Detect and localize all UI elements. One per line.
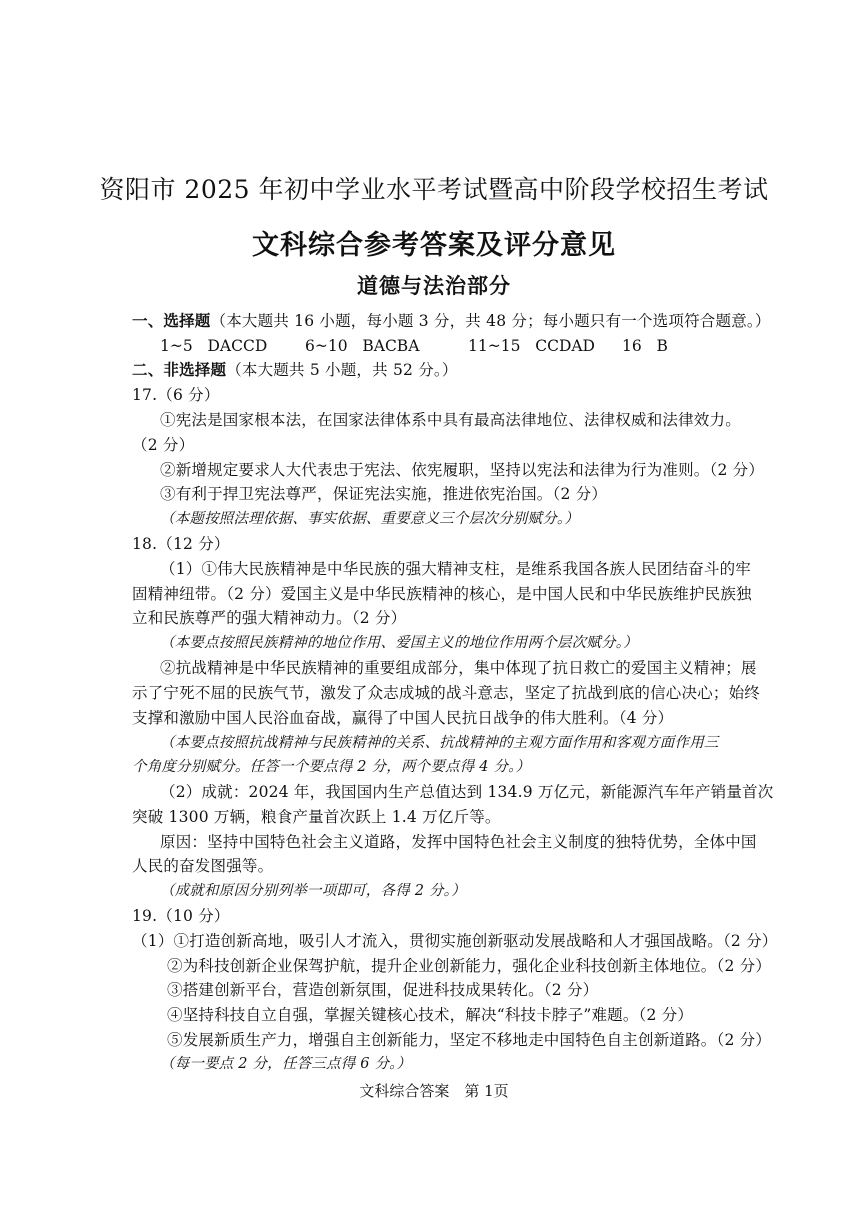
answer-line: 立和民族尊严的强大精神动力。（2 分） [132,609,407,627]
answer-line: ②为科技创新企业保驾护航，提升企业创新能力，强化企业科技创新主体地位。（2 分） [167,957,772,975]
mc-answer-group-2 [305,334,419,358]
answer-line: ③搭建创新平台，营造创新氛围，促进科技成果转化。（2 分） [167,981,599,999]
answer-line: ⑤发展新质生产力，增强自主创新能力，坚定不移地走中国特色自主创新道路。（2 分） [167,1031,772,1049]
mc-range: 16 [622,337,642,355]
section2-description: （本大题共 5 小题，共 52 分。） [226,361,458,379]
section-part-title: 道德与法治部分 [357,274,511,298]
question-19-header: 19.（10 分） [132,907,230,925]
answer-line: （2 分） [132,436,195,454]
scoring-note: （本要点按照抗战精神与民族精神的关系、抗战精神的主观方面作用和客观方面作用三 [160,735,719,751]
answer-line: ①宪法是国家根本法，在国家法律体系中具有最高法律地位、法律权威和法律效力。 [160,411,741,429]
answer-line: 固精神纽带。（2 分）爱国主义是中华民族精神的核心，是中国人民和中华民族维护民族独 [132,585,752,603]
question-18-header: 18.（12 分） [132,535,230,553]
section2-heading-line [132,358,458,382]
mc-letters: DACCD [207,337,268,355]
section1-description: （本大题共 16 小题，每小题 3 分，共 48 分；每小题只有一个选项符合题意。） [210,312,771,330]
mc-answer-group-3 [468,334,595,358]
answer-line: 人民的奋发图强等。 [132,857,274,875]
answer-line: ②新增规定要求人大代表忠于宪法、依宪履职，坚持以宪法和法律为行为准则。（2 分） [160,461,765,479]
scoring-note: 个角度分别赋分。任答一个要点得 2 分，两个要点得 4 分。） [132,759,531,775]
mc-letters: B [656,337,668,355]
section2-heading: 二、非选择题 [132,361,227,379]
answer-line: ②抗战精神是中华民族精神的重要组成部分，集中体现了抗日救亡的爱国主义精神；展 [160,659,757,677]
scoring-note: （成就和原因分别列举一项即可，各得 2 分。） [160,883,466,899]
answer-line: 突破 1300 万辆，粮食产量首次跃上 1.4 万亿斤等。 [132,808,501,826]
answer-line: （2）成就：2024 年，我国国内生产总值达到 134.9 万亿元，新能源汽车年产销量首次 [160,783,774,801]
answer-line: ③有利于捍卫宪法尊严，保证宪法实施，推进依宪治国。（2 分） [160,485,608,503]
scoring-note: （每一要点 2 分，任答三点得 6 分。） [160,1056,412,1072]
scoring-note: （本要点按照民族精神的地位作用、爱国主义的地位作用两个层次赋分。） [160,635,638,651]
answer-line: 示了宁死不屈的民族气节，激发了众志成城的战斗意志，坚定了抗战到底的信心决心；始终 [132,684,761,702]
section1-heading: 一、选择题 [132,312,211,330]
mc-range: 1~5 [160,337,193,355]
mc-range: 6~10 [305,337,348,355]
mc-letters: BACBA [362,337,420,355]
document-subtitle: 文科综合参考答案及评分意见 [252,230,616,261]
scoring-note: （本题按照法理依据、事实依据、重要意义三个层次分别赋分。） [160,511,580,527]
page-footer: 文科综合答案 第 1页 [359,1082,509,1100]
answer-line: 支撑和激励中国人民浴血奋战，赢得了中国人民抗日战争的伟大胜利。（4 分） [132,709,674,727]
question-17-header: 17.（6 分） [132,386,220,404]
answer-line: （1）①打造创新高地，吸引人才流入，贯彻实施创新驱动发展战略和人才强国战略。（2 分） [132,932,778,950]
answer-line: 原因：坚持中国特色社会主义道路，发挥中国特色社会主义制度的独特优势，全体中国 [160,833,757,851]
mc-range: 11~15 [468,337,521,355]
document-title: 资阳市 2025 年初中学业水平考试暨高中阶段学校招生考试 [99,175,769,204]
mc-letters: CCDAD [535,337,595,355]
mc-answer-group-1 [160,334,267,358]
answer-line: ④坚持科技自立自强，掌握关键核心技术，解决“科技卡脖子”难题。（2 分） [167,1006,694,1024]
mc-answer-group-4 [622,334,668,358]
section1-heading-line [132,309,771,333]
answer-line: （1）①伟大民族精神是中华民族的强大精神支柱，是维系我国各族人民团结奋斗的牢 [160,560,751,578]
